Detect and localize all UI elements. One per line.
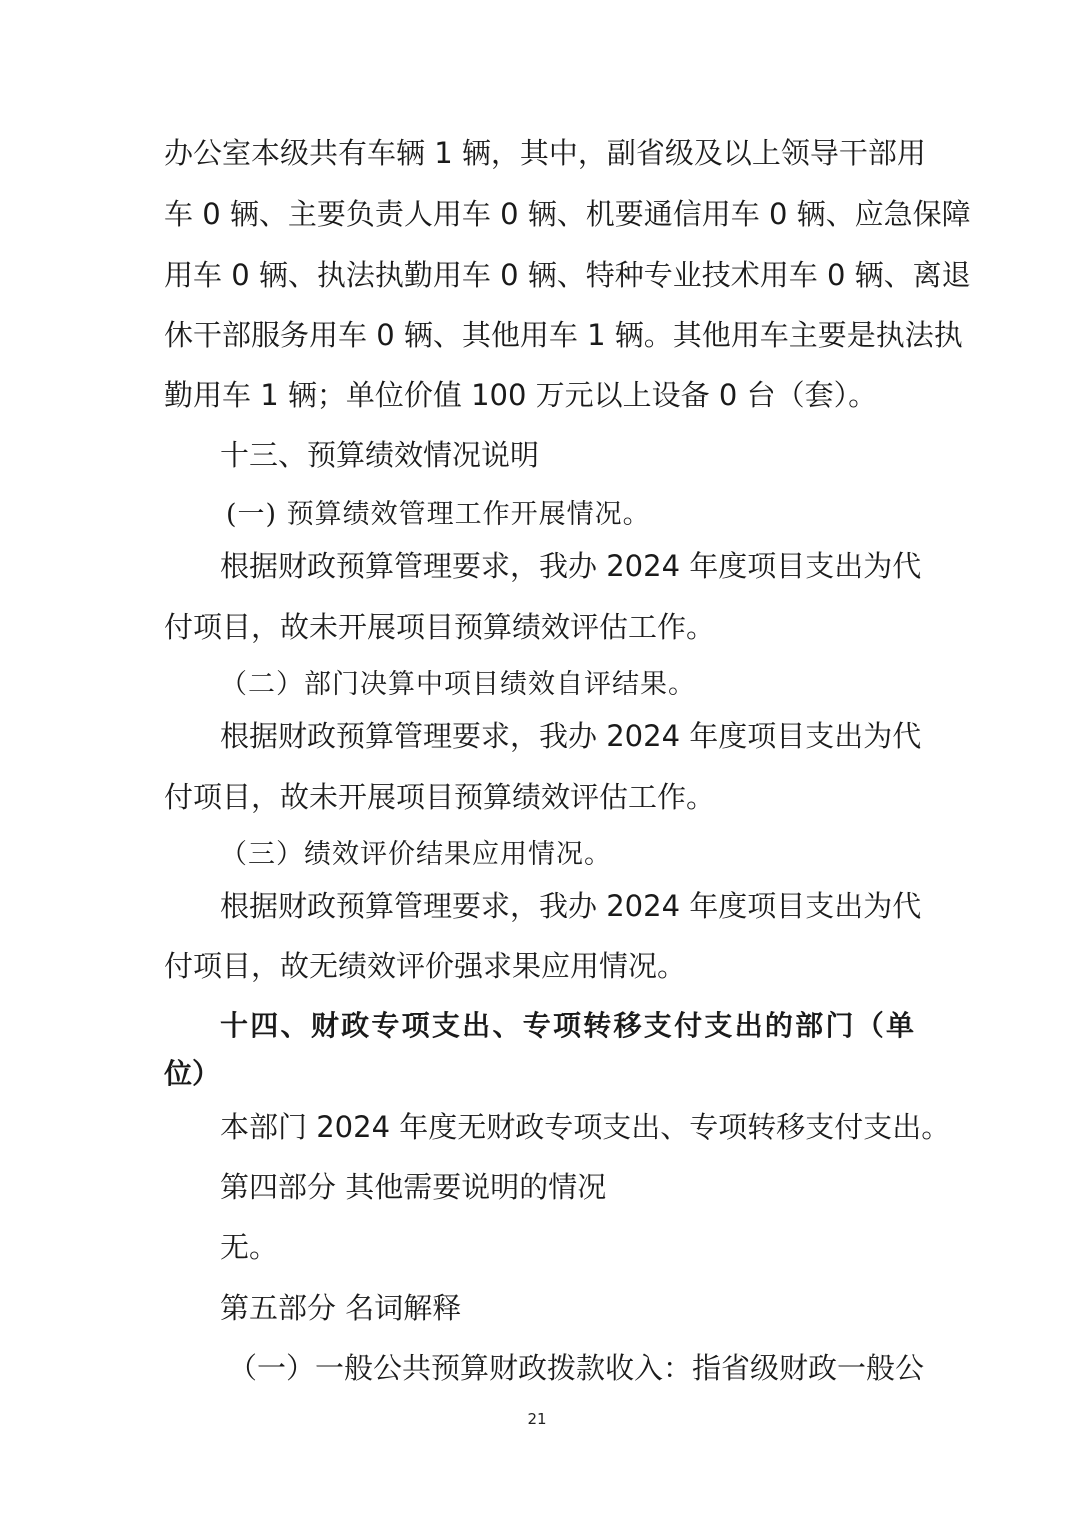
text-line-18: 本部门 2024 年度无财政专项支出、专项转移支付支出。 (220, 1110, 951, 1144)
text-line-12: 付项目，故未开展项目预算绩效评估工作。 (164, 780, 716, 814)
text-line-20: 无。 (220, 1230, 279, 1264)
section-heading-14-cont: 位） (164, 1057, 221, 1090)
text-line-2: 车 0 辆、主要负责人用车 0 辆、机要通信用车 0 辆、应急保障 (164, 197, 971, 231)
text-line-5: 勤用车 1 辆；单位价值 100 万元以上设备 0 台（套）。 (164, 378, 878, 412)
part-5-heading: 第五部分 名词解释 (220, 1291, 462, 1325)
text-line-9: 付项目，故未开展项目预算绩效评估工作。 (164, 610, 716, 644)
subheading-1: (一) 预算绩效管理工作开展情况。 (226, 499, 651, 530)
text-line-3: 用车 0 辆、执法执勤用车 0 辆、特种专业技术用车 0 辆、离退 (164, 258, 971, 292)
text-line-15: 付项目，故无绩效评价强求果应用情况。 (164, 949, 687, 983)
section-heading-13: 十三、预算绩效情况说明 (220, 438, 540, 472)
text-line-4: 休干部服务用车 0 辆、其他用车 1 辆。其他用车主要是执法执 (164, 318, 963, 352)
text-line-8: 根据财政预算管理要求，我办 2024 年度项目支出为代 (220, 549, 922, 583)
text-line-14: 根据财政预算管理要求，我办 2024 年度项目支出为代 (220, 889, 922, 923)
text-line-11: 根据财政预算管理要求，我办 2024 年度项目支出为代 (220, 719, 922, 753)
section-heading-14: 十四、财政专项支出、专项转移支付支出的部门（单 (220, 1009, 914, 1042)
page-number: 21 (527, 1410, 547, 1428)
text-line-1: 办公室本级共有车辆 1 辆，其中，副省级及以上领导干部用 (164, 136, 926, 170)
part-4-heading: 第四部分 其他需要说明的情况 (220, 1170, 607, 1204)
subheading-3: （三）绩效评价结果应用情况。 (220, 839, 612, 870)
text-line-22: （一）一般公共预算财政拨款收入：指省级财政一般公 (228, 1351, 925, 1385)
subheading-2: （二）部门决算中项目绩效自评结果。 (220, 669, 696, 700)
